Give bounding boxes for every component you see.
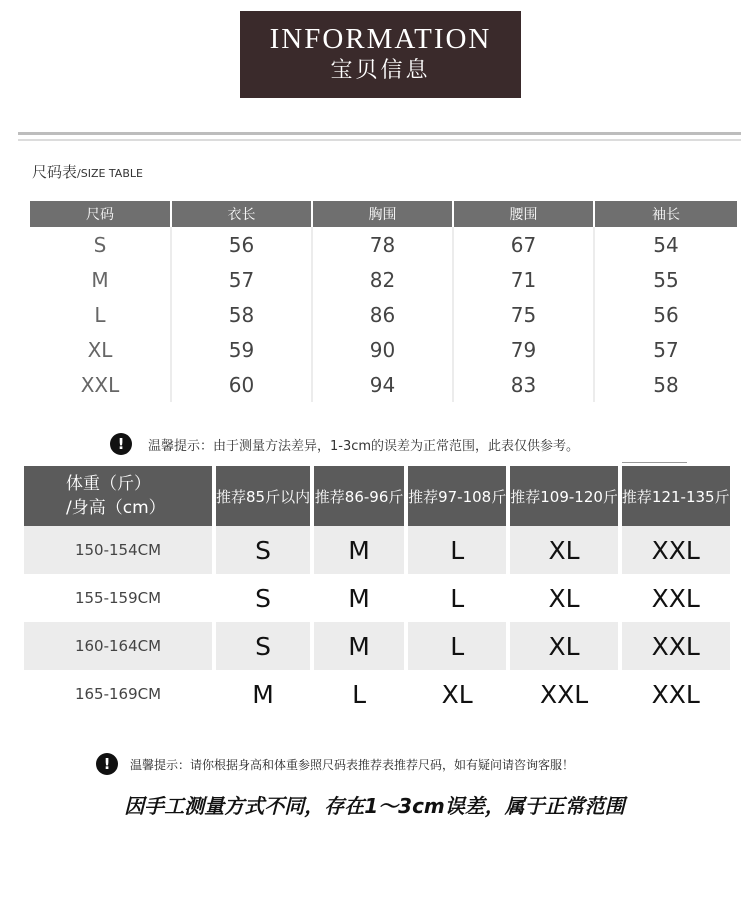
measure-cell: 55 <box>653 267 679 292</box>
recommended-size-cell: XXL <box>622 526 730 574</box>
height-cell: 160-164CM <box>24 622 216 670</box>
divider-rule-thin <box>18 139 741 141</box>
size-table-header: 袖长 <box>595 201 737 227</box>
measure-cell: 57 <box>653 337 679 362</box>
measure-cell: 78 <box>313 227 454 262</box>
size-table-title-cn: 尺码表 <box>32 163 78 181</box>
measurement-note <box>110 432 579 456</box>
table-row <box>24 574 730 622</box>
size-table-header: 衣长 <box>172 201 313 227</box>
recommended-size-cell: XL <box>510 574 622 622</box>
size-cell: XXL <box>30 367 172 402</box>
recommended-size-cell: XL <box>408 670 510 718</box>
table-row <box>30 262 737 297</box>
recommended-size-cell: XL <box>510 622 622 670</box>
measure-cell: 90 <box>313 332 454 367</box>
size-advice-note-text: 温馨提示：请你根据身高和体重参照尺码表推荐表推荐尺码，如有疑问请咨询客服！ <box>130 757 575 772</box>
measurement-note-text: 温馨提示：由于测量方法差异，1-3cm的误差为正常范围，此表仅供参考。 <box>148 438 580 454</box>
table-row <box>30 332 737 367</box>
size-table-title-en: /SIZE TABLE <box>77 167 143 180</box>
recommended-size-cell: S <box>216 622 314 670</box>
measure-cell: 94 <box>313 367 454 402</box>
banner-title-cn: 宝贝信息 <box>330 58 431 83</box>
height-cell: 150-154CM <box>24 526 216 574</box>
recommend-table <box>24 466 730 718</box>
size-table-header: 腰围 <box>454 201 595 227</box>
measure-cell: 71 <box>454 262 595 297</box>
weight-range-header: 推荐86-96斤 <box>314 466 408 526</box>
weight-height-header <box>24 466 216 526</box>
measure-cell: 83 <box>454 367 595 402</box>
recommended-size-cell: XL <box>510 526 622 574</box>
table-row <box>24 622 730 670</box>
table-row <box>24 526 730 574</box>
weight-range-header: 推荐121-135斤 <box>622 466 730 526</box>
size-table <box>30 201 737 402</box>
size-cell: L <box>30 297 172 332</box>
recommended-size-cell: L <box>314 670 408 718</box>
recommend-header-row <box>24 466 730 526</box>
measure-cell: 56 <box>172 227 313 262</box>
divider-rule <box>18 132 741 135</box>
recommended-size-cell: L <box>408 574 510 622</box>
recommended-size-cell: L <box>408 526 510 574</box>
height-cell: 155-159CM <box>24 574 216 622</box>
measure-cell: 79 <box>454 332 595 367</box>
recommended-size-cell: L <box>408 622 510 670</box>
recommended-size-cell: M <box>314 622 408 670</box>
size-table-header: 尺码 <box>30 201 172 227</box>
recommended-size-cell: XXL <box>510 670 622 718</box>
measure-cell: 60 <box>172 367 313 402</box>
size-cell: M <box>30 262 172 297</box>
divider-line <box>622 462 687 463</box>
height-label: /身高（cm） <box>66 498 166 518</box>
info-banner <box>240 11 521 98</box>
table-row <box>30 297 737 332</box>
measure-cell: 59 <box>172 332 313 367</box>
measure-cell: 86 <box>313 297 454 332</box>
size-advice-note <box>96 752 574 776</box>
weight-range-header: 推荐109-120斤 <box>510 466 622 526</box>
recommended-size-cell: M <box>314 526 408 574</box>
table-row <box>30 367 737 402</box>
recommended-size-cell: S <box>216 574 314 622</box>
table-row <box>30 227 737 262</box>
measure-cell: 75 <box>454 297 595 332</box>
size-table-title <box>32 161 143 182</box>
weight-range-header: 推荐85斤以内 <box>216 466 314 526</box>
recommended-size-cell: S <box>216 526 314 574</box>
recommended-size-cell: XXL <box>651 583 700 613</box>
measure-cell: 67 <box>454 227 595 262</box>
measure-cell: 58 <box>172 297 313 332</box>
measure-cell: 82 <box>313 262 454 297</box>
weight-label: 体重（斤） <box>66 474 151 494</box>
recommended-size-cell: M <box>314 574 408 622</box>
measure-cell: 58 <box>653 372 679 397</box>
measure-cell: 56 <box>653 302 679 327</box>
measure-cell: 57 <box>172 262 313 297</box>
recommended-size-cell: M <box>216 670 314 718</box>
size-table-header-row <box>30 201 737 227</box>
height-cell: 165-169CM <box>24 670 216 718</box>
footer-disclaimer: 因手工测量方式不同，存在1～3cm误差，属于正常范围 <box>124 794 625 818</box>
size-cell: XL <box>30 332 172 367</box>
size-cell: S <box>30 227 172 262</box>
exclamation-icon: ! <box>96 753 118 775</box>
recommended-size-cell: XXL <box>651 679 700 709</box>
weight-range-header: 推荐97-108斤 <box>408 466 510 526</box>
table-row <box>24 670 730 718</box>
measure-cell: 54 <box>653 232 679 257</box>
banner-title-en: INFORMATION <box>269 23 492 55</box>
size-table-header: 胸围 <box>313 201 454 227</box>
exclamation-icon: ! <box>110 433 132 455</box>
recommended-size-cell: XXL <box>622 622 730 670</box>
